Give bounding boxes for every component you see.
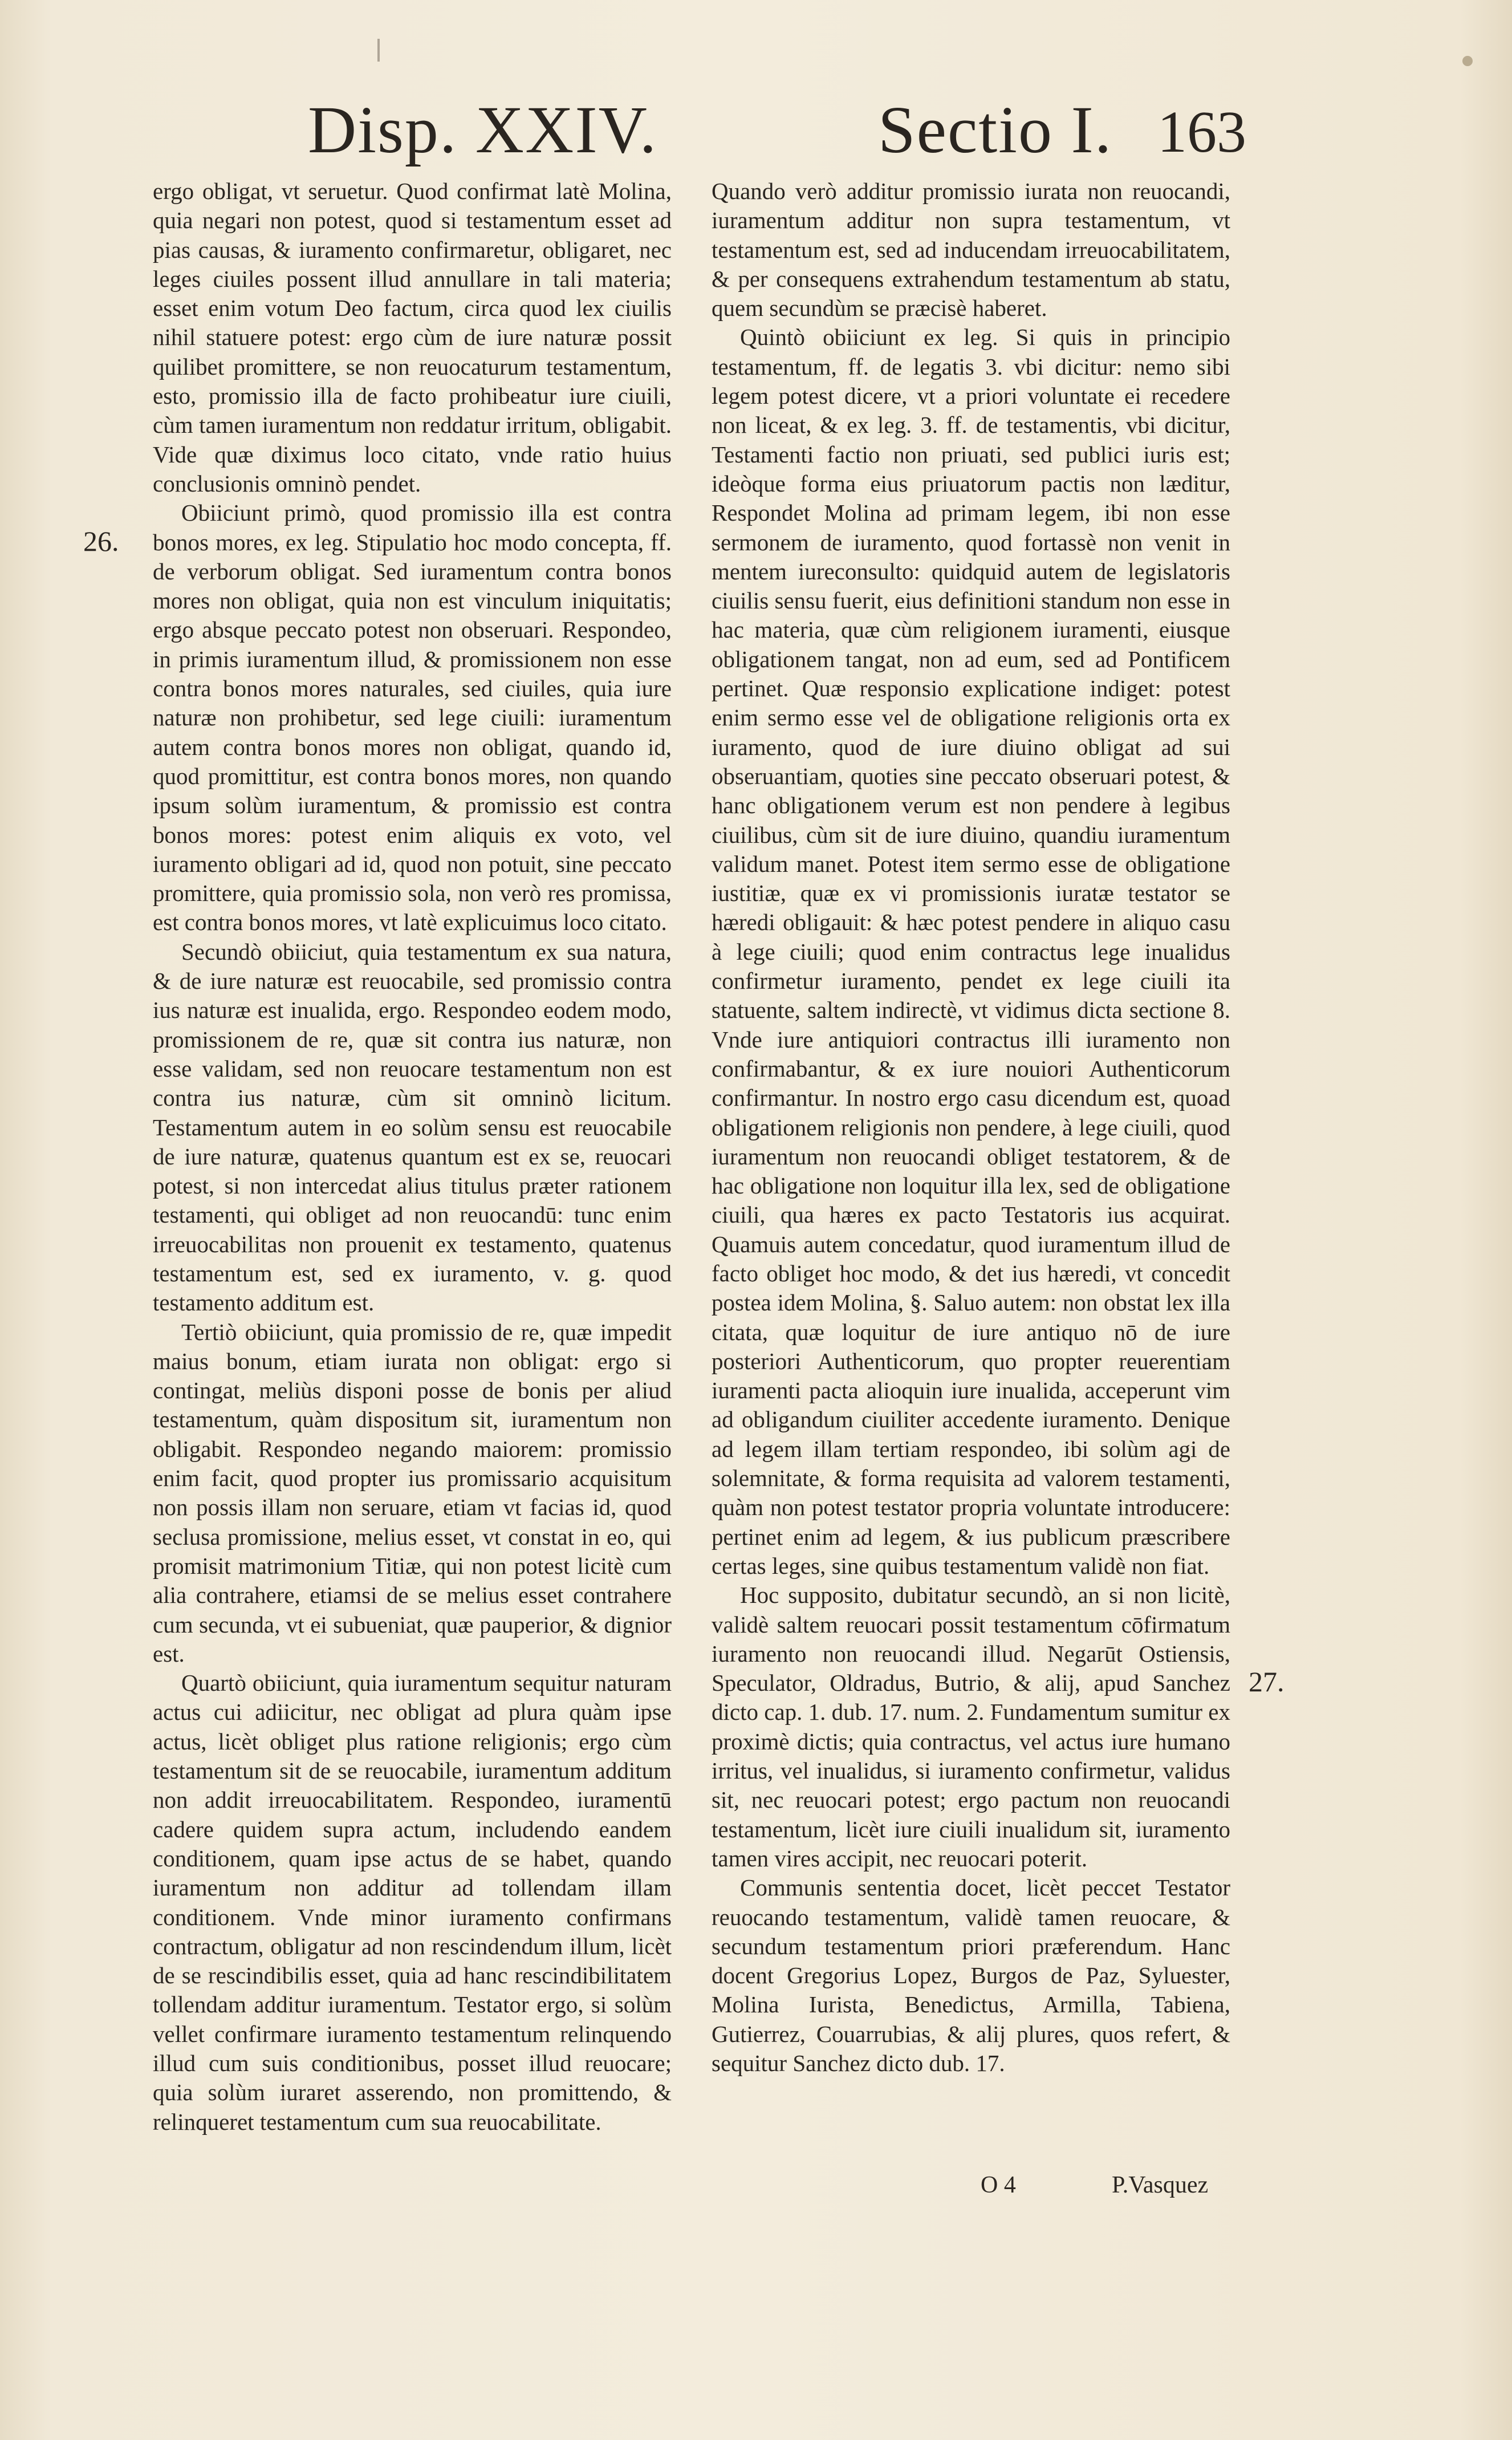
- paper-hole: [1462, 56, 1473, 66]
- page-number: 163: [1157, 99, 1246, 165]
- paragraph: Tertiò obiiciunt, quia promissio de re, quæ impedit maius bonum, etiam iurata non obligat: ergo si contingat, meliùs disponi posse de bonis per aliud testamentum, quàm dispositum sit, iuramentum non obligabit. Respondeo negando maiorem: promissio enim facit, quod propter ius promissario acquisitum non possis illam non seruare, etiam vt facias id, quod seclusa promissione, melius esset, vt constat in eo, qui promisit matrimonium Titiæ, qui non potest licitè cum alia contrahere, etiamsi de se melius esset contrahere cum secunda, vt ei subueniat, quæ pauperior, & dignior est.: [153, 1318, 672, 1667]
- paragraph: Quando verò additur promissio iurata non reuocandi, iuramentum additur non supra testamentum, vt testamentum est, sed ad inducendam irreuocabilitatem, & per consequens extrahendum testamentum ab statu, quem secundùm se præcisè haberet.: [712, 178, 1230, 322]
- paragraph: Obiiciunt primò, quod promissio illa est contra bonos mores, ex leg. Stipulatio hoc modo concepta, ff. de verborum obligat. Sed iuramentum contra bonos mores non obligat, quia non est vinculum iniquitatis; ergo absque peccato potest non obseruari. Respondeo, in primis iuramentum illud, & promissionem non esse contra bonos mores naturales, sed ciuiles, quia iure naturæ non prohibetur, sed lege ciuili: iuramentum autem contra bonos mores non obligat, quando id, quod promittitur, est contra bonos mores, non quando ipsum solùm iuramentum, & promissio est contra bonos mores: potest enim aliquis ex voto, vel iuramento obligari ad id, quod non potuit, sine peccato promittere, quia promissio sola, non verò res promissa, est contra bonos mores, vt latè explicuimus loco citato.: [153, 500, 672, 936]
- left-column: [153, 177, 672, 2137]
- paragraph: Quintò obiiciunt ex leg. Si quis in principio testamentum, ff. de legatis 3. vbi dicitur: nemo sibi legem potest dicere, vt a priori voluntate ei recedere non liceat, & ex leg. 3. ff. de testamentis, vbi dicitur, Testamenti factio non priuati, sed publici iuris est; ideòque forma eius priuatorum pactis non læditur, Respondet Molina ad primam legem, ibi non esse sermonem de iuramento, quod fortassè non venit in mentem iureconsulto: quidquid autem de legislatoris ciuilis sensu fuerit, eius definitioni standum non esse in hac materia, quæ cùm religionem iuramenti, eiusque obligationem tangat, non ad eum, sed ad Pontificem pertinet. Quæ responsio explicatione indiget: potest enim sermo esse vel de obligatione religionis orta ex iuramento, quod de iure diuino obligat ad sui obseruantiam, quoties sine peccato obseruari potest, & hanc obligationem verum est non pendere à legibus ciuilibus, cùm sit de iure diuino, quandiu iuramentum validum manet. Potest item sermo esse de obligatione iustitiæ, quæ ex vi promissionis iuratæ testator se hæredi obligauit: & hæc potest pendere in aliquo casu à lege ciuili; quod enim contractus lege inualidus confirmetur iuramento, pendet ex lege ciuili ita statuente, saltem indirectè, vt vidimus dicta sectione 8. Vnde iure antiquiori contractus illi iuramento non confirmabantur, & ex iure nouiori Authenticorum confirmantur. In nostro ergo casu dicendum est, quoad obligationem religionis non pendere, à lege ciuili, quod iuramentum non reuocandi obliget testatorem, & de hac obligatione non loquitur illa lex, sed de obligatione ciuili, qua hæres ex pacto Testatoris ius acquirat. Quamuis autem concedatur, quod iuramentum illud de facto obliget hoc modo, & det ius hæredi, vt concedit postea idem Molina, §. Saluo autem: non obstat lex illa citata, quæ loquitur de iure antiquo nō de iure posteriori Authenticorum, quo propter reuerentiam iuramenti pacta alioquin iure inualida, acceperunt vim ad obligandum ciuiliter accedente iuramento. Denique ad legem illam tertiam respondeo, ibi solùm agi de solemnitate, & forma requisita ad valorem testamenti, quàm non potest testator propria voluntate introducere: pertinet enim ad legem, & ius publicum præscribere certas leges, sine quibus testamentum validè non fiat.: [712, 324, 1230, 1579]
- margin-number-27: 27.: [1249, 1666, 1285, 1698]
- right-column: [712, 177, 1230, 2078]
- paragraph: Hoc supposito, dubitatur secundò, an si non licitè, validè saltem reuocari possit testamentum cōfirmatum iuramento non reuocandi illud. Negarūt Ostiensis, Speculator, Oldradus, Butrio, & alij, apud Sanchez dicto cap. 1. dub. 17. num. 2. Fundamentum sumitur ex proximè dictis; quia contractus, vel actus iure humano irritus, vel inualidus, si iuramento confirmetur, validus sit, nec reuocari potest; ergo pactum non reuocandi testamentum, licèt iure ciuili inualidum sit, iuramento tamen vires accipit, nec reuocari poterit.: [712, 1582, 1230, 1871]
- header-disputation: Disp. XXIV.: [308, 92, 658, 167]
- signature-mark: O 4: [981, 2172, 1016, 2198]
- paragraph: ergo obligat, vt seruetur. Quod confirmat latè Molina, quia negari non potest, quod si testamentum esset ad pias causas, & iuramento confirmaretur, obligaret, nec leges ciuiles possent illud annullare in tali materia; esset enim votum Deo factum, circa quod lex ciuilis nihil statuere potest: ergo cùm de iure naturæ possit quilibet promittere, se non reuocaturum testamentum, esto, promissio illa de facto prohibeatur iure ciuili, cùm tamen iuramentum non reddatur irritum, obligabit. Vide quæ diximus loco citato, vnde ratio huius conclusionis omninò pendet.: [153, 178, 672, 497]
- margin-number-26: 26.: [83, 525, 119, 557]
- header-section: Sectio I.: [878, 92, 1113, 167]
- catchword: P.Vasquez: [1112, 2172, 1209, 2198]
- paragraph: Secundò obiiciut, quia testamentum ex sua natura, & de iure naturæ est reuocabile, sed promissio contra ius naturæ est inualida, ergo. Respondeo eodem modo, promissionem de re, quæ sit contra ius naturæ, non esse validam, sed non reuocare testamentum non est contra ius naturæ, cùm sit omninò licitum. Testamentum autem in eo solùm sensu est reuocabile de iure naturæ, quatenus quantum est ex se, reuocari potest, si non intercedat alius titulus præter rationem testamenti, qui obliget ad non reuocandū: tunc enim irreuocabilitas non prouenit ex testamento, quatenus testamentum est, sed ex iuramento, v. g. quod testamento additum est.: [153, 938, 672, 1316]
- paragraph: Quartò obiiciunt, quia iuramentum sequitur naturam actus cui adiicitur, nec obligat ad plura quàm ipse actus, licèt obliget plus ratione religionis; ergo cùm testamentum sit de se reuocabile, iuramentum additum non addit irreuocabilitatem. Respondeo, iuramentū cadere quidem supra actum, includendo eandem conditionem, quam ipse actus de se habet, quando iuramentum non additur ad tollendam illam conditionem. Vnde minor iuramento confirmans contractum, obligatur ad non rescindendum illum, licèt de se rescindibilis esset, quia ad hanc rescindibilitatem tollendam additur iuramentum. Testator ergo, si solùm vellet confirmare iuramento testamentum relinquendo illud cum suis conditionibus, posset illud reuocare; quia solùm iuraret asserendo, non promittendo, & relinqueret testamentum cum sua reuocabilitate.: [153, 1670, 672, 2135]
- paragraph: Communis sententia docet, licèt peccet Testator reuocando testamentum, validè tamen reuocare, & secundum testamentum priori præferendum. Hanc docent Gregorius Lopez, Burgos de Paz, Syluester, Molina Iurista, Benedictus, Armilla, Tabiena, Gutierrez, Couarrubias, & alij plures, quos refert, & sequitur Sanchez dicto dub. 17.: [712, 1874, 1230, 2076]
- running-header: [0, 86, 1512, 177]
- binding-mark: [377, 39, 380, 62]
